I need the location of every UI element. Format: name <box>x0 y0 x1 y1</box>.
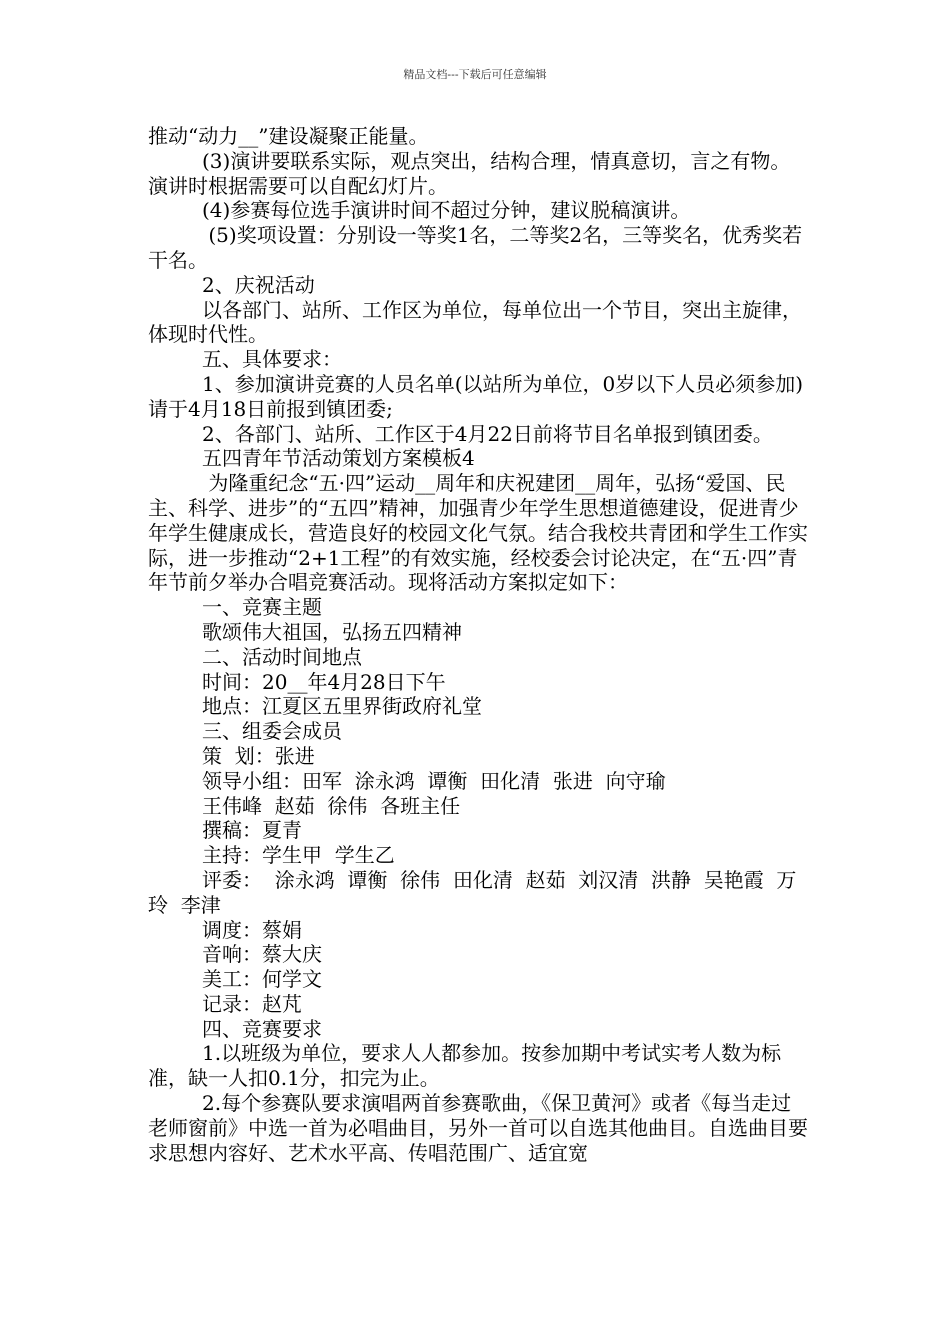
paragraph: 1、参加演讲竞赛的人员名单(以站所为单位，0岁以下人员必须参加)请于4月18日前报到镇团委; <box>148 371 804 421</box>
paragraph: 2、庆祝活动 <box>202 272 315 297</box>
paragraph: 地点：江夏区五里界街政府礼堂 <box>202 694 482 719</box>
paragraph: 1.以班级为单位，要求人人都参加。按参加期中考试实考人数为标准，缺一人扣0.1分，扣完为止。 <box>148 1041 782 1091</box>
paragraph: (3)演讲要联系实际，观点突出，结构合理，情真意切，言之有物。演讲时根据需要可以自配幻灯片。 <box>148 148 791 198</box>
paragraph: 主持：学生甲 学生乙 <box>202 843 395 868</box>
paragraph: 领导小组：田军 涂永鸿 谭衡 田化清 张进 向守瑜 <box>202 768 666 793</box>
paragraph: 四、竞赛要求 <box>202 1016 322 1041</box>
paragraph: 评委： 涂永鸿 谭衡 徐伟 田化清 赵茹 刘汉清 洪静 吴艳霞 万玲 李津 <box>148 867 797 917</box>
paragraph: 王伟峰 赵茹 徐伟 各班主任 <box>202 793 461 818</box>
paragraph: 二、活动时间地点 <box>202 644 362 669</box>
paragraph: 记录：赵芃 <box>202 991 302 1016</box>
paragraph: 一、竞赛主题 <box>202 595 322 620</box>
paragraph: 策 划：张进 <box>202 743 315 768</box>
paragraph: 2.每个参赛队要求演唱两首参赛歌曲，《保卫黄河》或者《每当走过老师窗前》中选一首为必唱曲目，另外一首可以自选其他曲目。自选曲目要求思想内容好、艺术水平高、传唱范围广、适宜宽 <box>148 1091 808 1165</box>
paragraph: 时间：20__年4月28日下午 <box>202 669 446 694</box>
paragraph: 五、具体要求： <box>202 347 342 372</box>
paragraph: 美工：何学文 <box>202 967 322 992</box>
paragraph: 撰稿：夏青 <box>202 818 302 843</box>
paragraph: 三、组委会成员 <box>202 719 342 744</box>
paragraph: (4)参赛每位选手演讲时间不超过分钟，建议脱稿演讲。 <box>202 198 691 223</box>
paragraph: 2、各部门、站所、工作区于4月22日前将节目名单报到镇团委。 <box>202 421 773 446</box>
paragraph: 推动“动力__”建设凝聚正能量。 <box>148 124 429 148</box>
document-body <box>148 124 808 1165</box>
paragraph: 为隆重纪念“五·四”运动__周年和庆祝建团__周年，弘扬“爱国、民主、科学、进步”的“五四”精神，加强青少年学生思想道德建设，促进青少年学生健康成长，营造良好的校园文化气氛。结合我校共青团和学生工作实际，进一步推动“2+1工程”的有效实施，经校委会讨论决定，在“五·四”青年节前夕举办合唱竞赛活动。现将活动方案拟定如下： <box>148 471 808 595</box>
paragraph: 歌颂伟大祖国，弘扬五四精神 <box>202 619 462 644</box>
page-header: 精品文档---下载后可任意编辑 <box>403 68 547 81</box>
paragraph: 以各部门、站所、工作区为单位，每单位出一个节目，突出主旋律，体现时代性。 <box>148 297 802 347</box>
paragraph: 音响：蔡大庆 <box>202 942 322 967</box>
paragraph: 五四青年节活动策划方案模板4 <box>202 446 475 471</box>
paragraph: 调度：蔡娟 <box>202 917 302 942</box>
paragraph: (5)奖项设置：分别设一等奖1名，二等奖2名，三等奖名，优秀奖若干名。 <box>148 223 803 272</box>
